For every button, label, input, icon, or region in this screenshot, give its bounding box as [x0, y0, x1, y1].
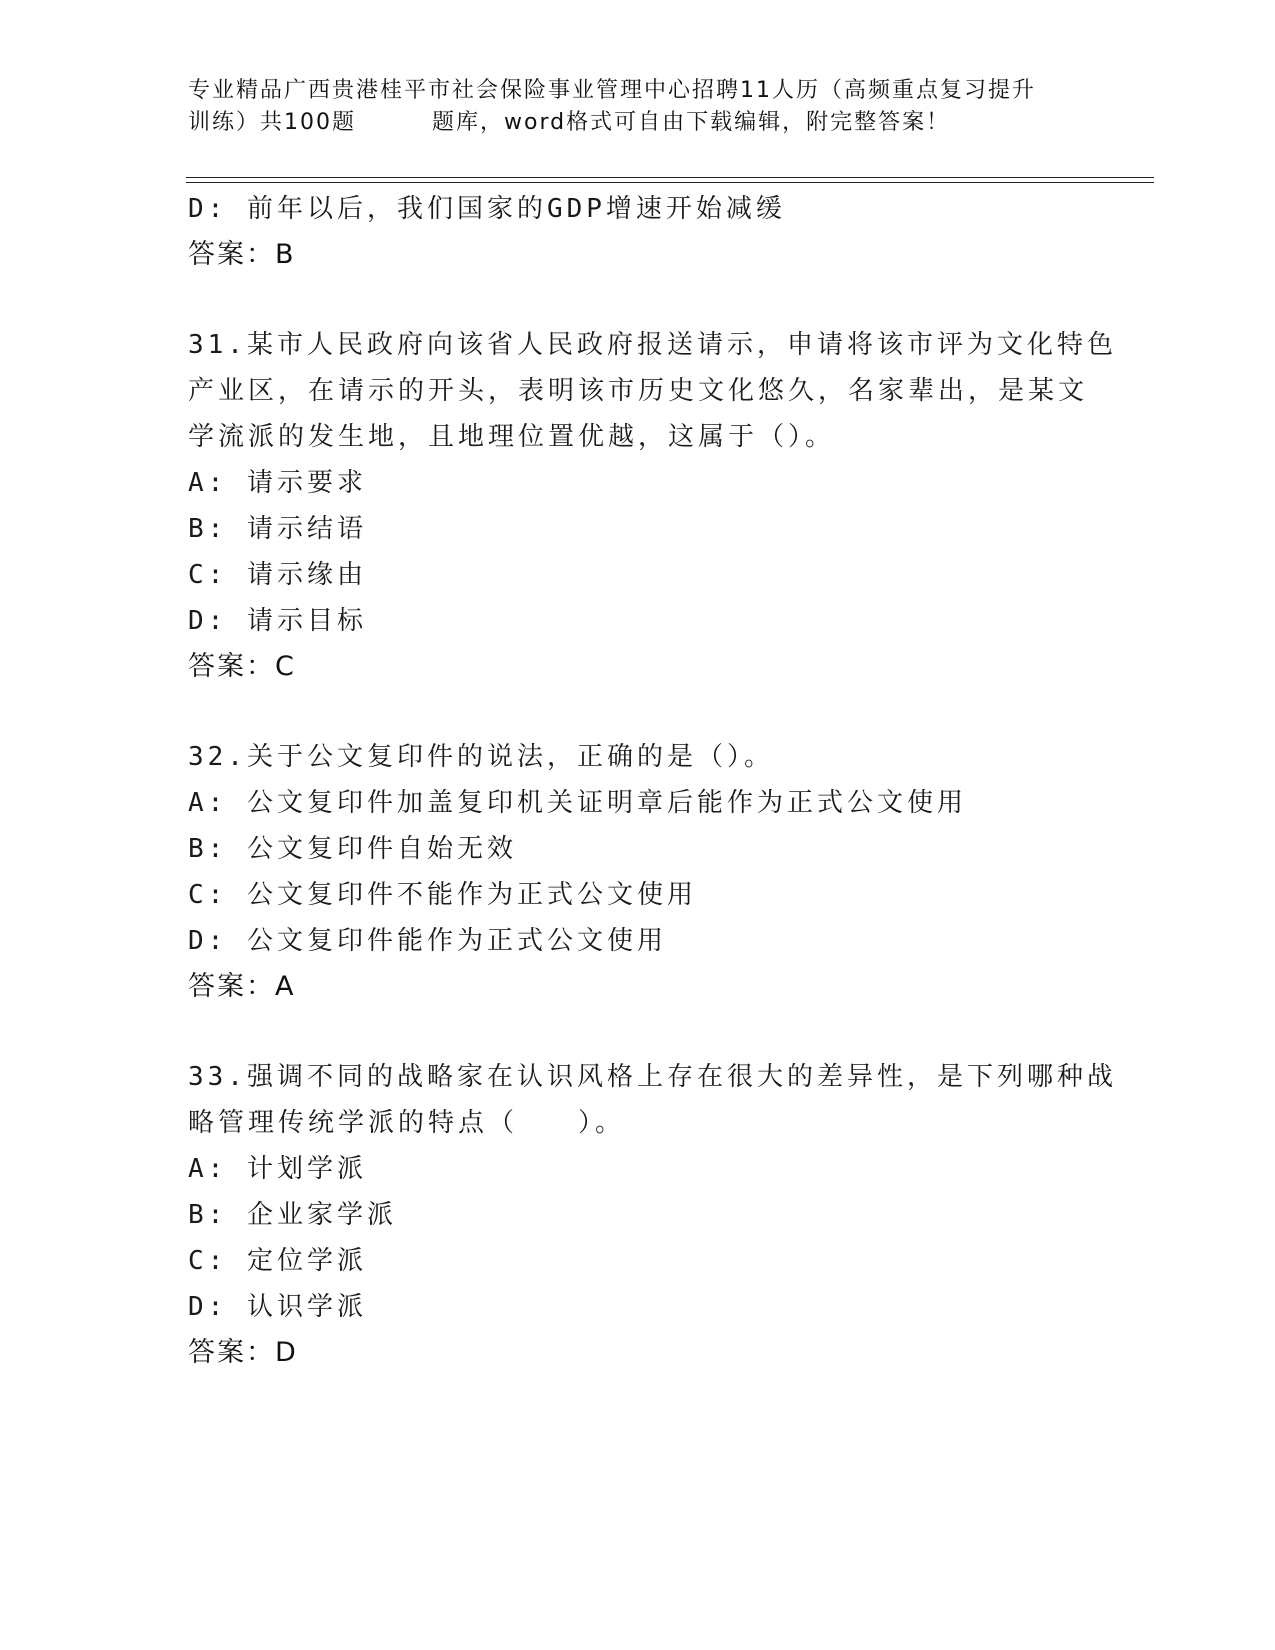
answer-line: 答案：B	[188, 239, 296, 270]
option-d: D: 请示目标	[188, 606, 367, 636]
question-stem-line: 31.某市人民政府向该省人民政府报送请示，申请将该市评为文化特色	[188, 330, 1117, 360]
question-stem-line: 产业区，在请示的开头，表明该市历史文化悠久，名家辈出，是某文	[188, 376, 1089, 406]
header-title-line-2	[188, 107, 1088, 139]
option-a: A: 公文复印件加盖复印机关证明章后能作为正式公文使用	[188, 788, 967, 818]
previous-question-tail	[188, 186, 1088, 278]
option-c: C: 请示缘由	[188, 560, 367, 590]
header-title-line-2-part-b: 题库，word格式可自由下载编辑，附完整答案！	[432, 110, 951, 135]
option-c: C: 公文复印件不能作为正式公文使用	[188, 880, 697, 910]
option-d: D: 公文复印件能作为正式公文使用	[188, 926, 667, 956]
header-divider-bottom	[186, 182, 1154, 183]
header-divider-top	[186, 177, 1154, 178]
header-title-line-2-part-a: 训练）共100题	[188, 110, 356, 135]
question-33	[188, 1054, 1117, 1376]
spacer	[188, 278, 1088, 322]
answer-line: 答案：D	[188, 1337, 298, 1368]
option-d: D: 前年以后，我们国家的GDP增速开始减缓	[188, 194, 786, 224]
question-32	[188, 734, 1088, 1010]
spacer	[188, 690, 1088, 734]
answer-line: 答案：A	[188, 971, 296, 1002]
answer-line: 答案：C	[188, 651, 296, 682]
question-stem-line: 学流派的发生地，且地理位置优越，这属于（）。	[188, 422, 836, 452]
option-a: A: 计划学派	[188, 1154, 367, 1184]
question-31	[188, 322, 1117, 690]
header-gap	[356, 107, 432, 139]
option-b: B: 企业家学派	[188, 1200, 397, 1230]
option-c: C: 定位学派	[188, 1246, 367, 1276]
option-a: A: 请示要求	[188, 468, 367, 498]
option-d: D: 认识学派	[188, 1292, 367, 1322]
question-stem-line: 33.强调不同的战略家在认识风格上存在很大的差异性，是下列哪种战	[188, 1062, 1117, 1092]
question-stem-line: 略管理传统学派的特点（ ）。	[188, 1108, 626, 1138]
option-b: B: 请示结语	[188, 514, 367, 544]
option-b: B: 公文复印件自始无效	[188, 834, 517, 864]
header-title-line-1: 专业精品广西贵港桂平市社会保险事业管理中心招聘11人历（高频重点复习提升	[188, 78, 1036, 103]
page-header	[188, 75, 1088, 139]
question-stem-line: 32.关于公文复印件的说法，正确的是（）。	[188, 742, 774, 772]
spacer	[188, 1010, 1088, 1054]
question-content	[188, 186, 1117, 1376]
